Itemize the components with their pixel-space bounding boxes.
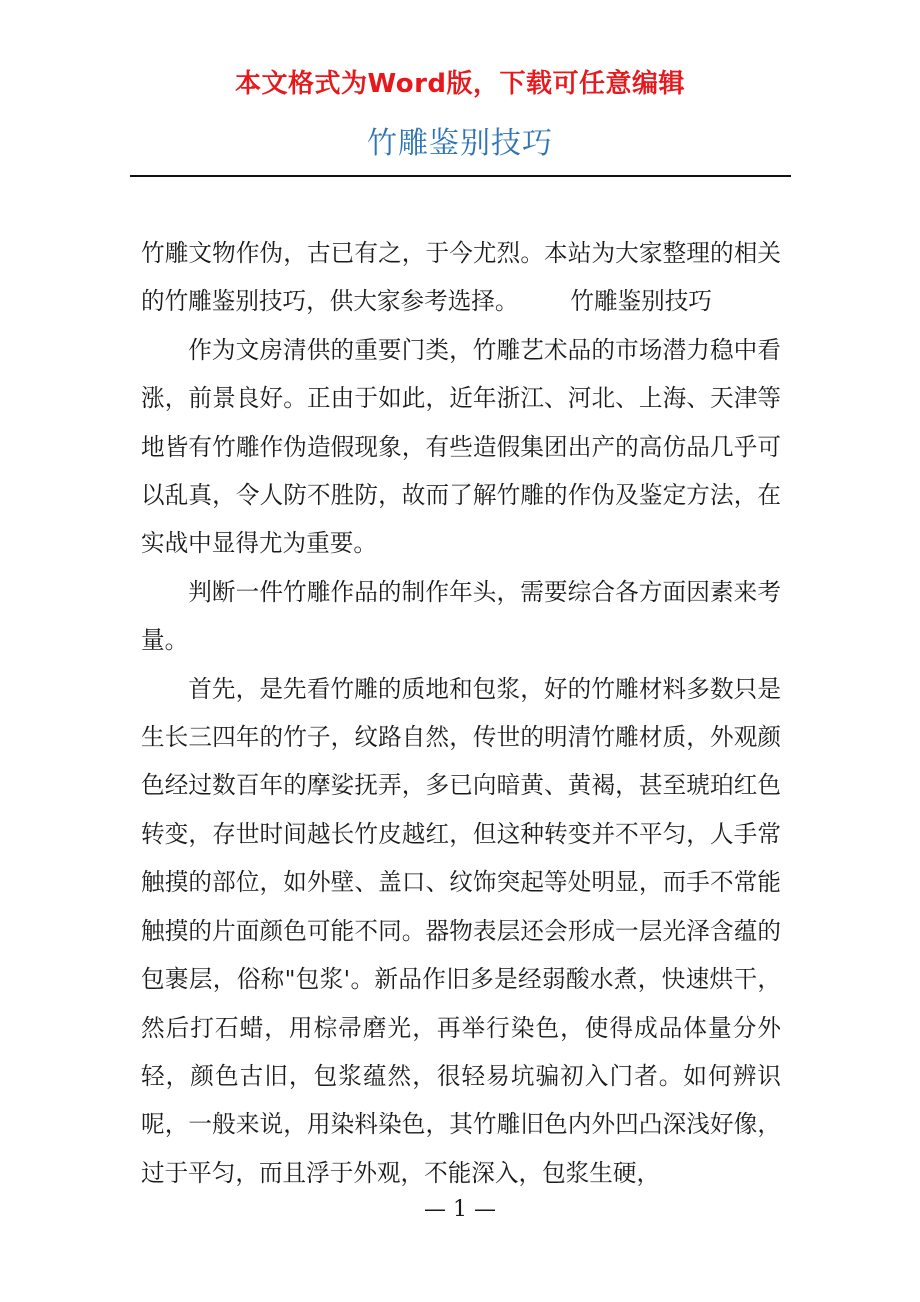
intro-paragraph bbox=[141, 229, 781, 326]
inline-section-heading: 竹雕鉴别技巧 bbox=[570, 287, 712, 316]
intro-text: 竹雕文物作伪，古已有之，于今尤烈。本站为大家整理的相关的竹雕鉴别技巧，供大家参考选择。 bbox=[141, 239, 781, 316]
body-text bbox=[141, 229, 781, 1197]
paragraph-1: 作为文房清供的重要门类，竹雕艺术品的市场潜力稳中看涨，前景良好。正由于如此，近年浙江、河北、上海、天津等地皆有竹雕作伪造假现象，有些造假集团出产的高仿品几乎可以乱真，令人防不胜防，故而了解竹雕的作伪及鉴定方法，在实战中显得尤为重要。 bbox=[141, 335, 781, 558]
title-divider bbox=[130, 175, 791, 177]
paragraph-3: 首先，是先看竹雕的质地和包浆，好的竹雕材料多数只是生长三四年的竹子，纹路自然，传世的明清竹雕材质，外观颜色经过数百年的摩娑抚弄，多已向暗黄、黄褐，甚至琥珀红色转变，存世时间越长竹皮越红，但这种转变并不平匀，人手常触摸的部位，如外壁、盖口、纹饰突起等处明显，而手不常能触摸的片面颜色可能不同。器物表层还会形成一层光泽含蕴的包裹层，俗称"包浆'。新品作旧多是经弱酸水煮，快速烘干，然后打石蜡，用棕帚磨光，再举行染色，使得成品体量分外轻，颜色古旧，包浆蕴然，很轻易坑骗初入门者。如何辨识呢，一般来说，用染料染色，其竹雕旧色内外凹凸深浅好像，过于平匀，而且浮于外观，不能深入，包浆生硬， bbox=[141, 674, 781, 1187]
format-banner: 本文格式为Word版，下载可任意编辑 bbox=[234, 69, 686, 99]
document-title: 竹雕鉴别技巧 bbox=[367, 126, 553, 161]
page-number: — 1 — bbox=[424, 1197, 496, 1222]
paragraph-2: 判断一件竹雕作品的制作年头，需要综合各方面因素来考量。 bbox=[141, 577, 781, 655]
